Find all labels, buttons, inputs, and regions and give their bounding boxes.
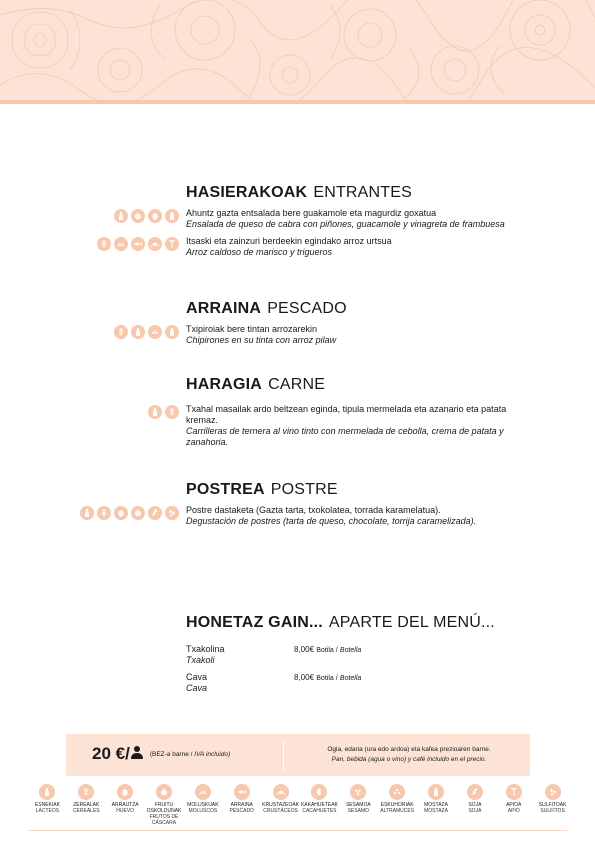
soy-icon (148, 506, 162, 520)
section-extras (186, 614, 516, 700)
legend-label-eu: ESNEKIAK (34, 802, 60, 808)
mustard-icon (428, 784, 444, 800)
lupin-icon (389, 784, 405, 800)
legend-label-eu: APIOA (506, 802, 522, 808)
legend-label-es: CACAHUETES (302, 808, 337, 814)
legend-item (67, 784, 106, 826)
cereal-icon (97, 506, 111, 520)
mustard-icon (165, 209, 179, 223)
egg-icon (117, 784, 133, 800)
legend-label-eu: SULFITOAK (538, 802, 567, 808)
allergen-legend (28, 784, 572, 826)
dish-name-eu: Itsaski eta zainzuri berdeekin egindako arroz urtsua (186, 236, 392, 246)
legend-label-eu: SESAMOA (345, 802, 371, 808)
section-title-eu: POSTREA (186, 481, 265, 498)
legend-label-eu: ARRAINA (230, 802, 253, 808)
section-title-es: CARNE (268, 376, 326, 393)
price-divider (283, 740, 284, 770)
price-note-eu: (BEZ-a barne / (149, 750, 193, 758)
milk-icon (39, 784, 55, 800)
price-bar (66, 734, 530, 776)
header-stripe (0, 100, 595, 104)
legend-label-eu: MOSTAZA (424, 802, 448, 808)
extra-name-eu: Txakolina (186, 644, 225, 654)
fish-icon (234, 784, 250, 800)
legend-item (106, 784, 145, 826)
dish-item (186, 404, 516, 448)
price-note (150, 751, 230, 758)
section-title (186, 481, 516, 499)
legend-item (300, 784, 339, 826)
nuts-icon (131, 209, 145, 223)
celery-icon (506, 784, 522, 800)
price-info-eu: Ogia, edaria (ura edo ardoa) eta kafea prezioaren barne. (327, 746, 491, 753)
extra-item (186, 672, 516, 694)
section-title-es: POSTRE (270, 481, 338, 498)
extra-unit-eu: Botila / (316, 647, 338, 654)
mustard-icon (165, 325, 179, 339)
milk-icon (131, 325, 145, 339)
legend-item (222, 784, 261, 826)
section-starters (186, 184, 516, 264)
section-meat (186, 376, 516, 454)
legend-label-es: HUEVO (116, 808, 135, 814)
mollusc-icon (148, 325, 162, 339)
floral-pattern (0, 0, 595, 100)
extra-price-value: 8,00€ (294, 645, 315, 654)
section-title-eu: ARRAINA (186, 300, 262, 317)
price-info-es: Pan, bebida (agua o vino) y café incluido en el precio. (331, 756, 487, 763)
milk-icon (114, 209, 128, 223)
dish-name-eu: Txipiroiak bere tintan arrozarekin (186, 324, 318, 334)
section-title-es: APARTE DEL MENÚ... (328, 614, 495, 631)
legend-label-eu: SOJA (468, 802, 482, 808)
extra-price (294, 644, 361, 666)
legend-item (455, 784, 494, 826)
allergen-icons (97, 237, 179, 251)
section-title (186, 300, 516, 318)
legend-label-es: CRUSTÁCEOS (263, 808, 298, 814)
legend-label-es: CEREALES (72, 808, 100, 814)
bottom-divider (28, 830, 567, 831)
price-note-es: IVA incluido) (194, 750, 231, 758)
allergen-icons (114, 209, 179, 223)
legend-label-es: SOJA (468, 808, 482, 814)
nuts-icon (131, 506, 145, 520)
legend-label-eu: ARRAUTZA (111, 802, 139, 808)
milk-icon (80, 506, 94, 520)
dish-item (186, 208, 516, 230)
mollusc-icon (195, 784, 211, 800)
nuts-icon (156, 784, 172, 800)
header-floral-band (0, 0, 595, 100)
extra-unit-eu: Botila / (316, 675, 338, 682)
legend-item (183, 784, 222, 826)
legend-item (417, 784, 456, 826)
legend-label-eu: KAKAHUETEAK (300, 802, 338, 808)
dish-name-es: Chipirones en su tinta con arroz pilaw (186, 335, 337, 345)
egg-icon (148, 209, 162, 223)
price-info (288, 745, 530, 765)
allergen-icons (80, 506, 179, 520)
legend-label-es: APIO (507, 808, 520, 814)
section-fish (186, 300, 516, 352)
dish-name-es: Arroz caldoso de marisco y trigueros (186, 247, 333, 257)
sulphite-icon (165, 506, 179, 520)
legend-label-es: SULFITOS (540, 808, 565, 814)
dish-item (186, 324, 516, 346)
dish-item (186, 505, 516, 527)
fish-icon (131, 237, 145, 251)
extra-name-es: Cava (186, 683, 208, 693)
legend-item (533, 784, 572, 826)
extra-name-eu: Cava (186, 672, 208, 682)
sesame-icon (350, 784, 366, 800)
legend-item (145, 784, 184, 826)
legend-label-es: ALTRAMUCES (380, 808, 415, 814)
soy-icon (467, 784, 483, 800)
cereal-icon (97, 237, 111, 251)
section-title (186, 184, 516, 202)
section-title-es: ENTRANTES (313, 184, 413, 201)
section-dessert (186, 481, 516, 533)
sulphite-icon (545, 784, 561, 800)
legend-label-eu: KRUSTAZEOAK (262, 802, 300, 808)
legend-item (28, 784, 67, 826)
section-title (186, 614, 516, 632)
crustacean-icon (148, 237, 162, 251)
legend-label-eu: FRUITU OSKOLDUNAK (146, 802, 182, 814)
allergen-icons (114, 325, 179, 339)
dish-name-eu: Postre dastaketa (Gazta tarta, txokolatea, torrada karamelatua). (186, 505, 441, 515)
dish-name-es: Ensalada de queso de cabra con piñones, guacamole y vinagreta de frambuesa (186, 219, 505, 229)
allergen-icons (148, 405, 179, 419)
legend-label-es: SESAMO (347, 808, 369, 814)
celery-icon (165, 237, 179, 251)
milk-icon (148, 405, 162, 419)
legend-label-es: FRUTOS DE CÁSCARA (149, 814, 179, 826)
extra-price-value: 8,00€ (294, 673, 315, 682)
extra-name-es: Txakoli (186, 655, 215, 665)
price-amount: 20 €/ (92, 744, 130, 763)
section-title-eu: HARAGIA (186, 376, 263, 393)
legend-label-es: MOSTAZA (424, 808, 448, 814)
legend-label-es: PESCADO (229, 808, 254, 814)
legend-item (339, 784, 378, 826)
section-title-eu: HASIERAKOAK (186, 184, 308, 201)
peanut-icon (311, 784, 327, 800)
legend-label-es: MOLUSCOS (188, 808, 218, 814)
cereal-icon (78, 784, 94, 800)
cereal-icon (165, 405, 179, 419)
legend-item (494, 784, 533, 826)
dish-name-es: Degustación de postres (tarta de queso, chocolate, torrija caramelizada). (186, 516, 477, 526)
cereal-icon (114, 325, 128, 339)
section-title (186, 376, 516, 394)
legend-label-eu: ZEREALAK (73, 802, 100, 808)
legend-label-es: LÁCTEOS (35, 808, 60, 814)
dish-name-eu: Txahal masailak ardo beltzean eginda, tipula mermelada eta azanario eta patata kremaz. (186, 404, 507, 425)
extra-price (294, 672, 361, 694)
dish-item (186, 236, 516, 258)
mollusc-icon (114, 237, 128, 251)
extra-unit-es: Botella (339, 675, 362, 682)
extra-unit-es: Botella (339, 647, 362, 654)
legend-label-eu: MOLUSKUAK (187, 802, 219, 808)
legend-label-eu: ESKUHORIAK (380, 802, 414, 808)
extra-item (186, 644, 516, 666)
crustacean-icon (273, 784, 289, 800)
section-title-es: PESCADO (267, 300, 347, 317)
dish-name-es: Carrilleras de ternera al vino tinto con mermelada de cebolla, crema de patata y zanahoria. (186, 426, 504, 447)
person-icon (130, 745, 144, 764)
legend-item (378, 784, 417, 826)
section-title-eu: HONETAZ GAIN... (186, 614, 323, 631)
egg-icon (114, 506, 128, 520)
dish-name-eu: Ahuntz gazta entsalada bere guakamole eta magurdiz goxatua (186, 208, 437, 218)
menu-price (92, 744, 230, 764)
legend-item (261, 784, 300, 826)
